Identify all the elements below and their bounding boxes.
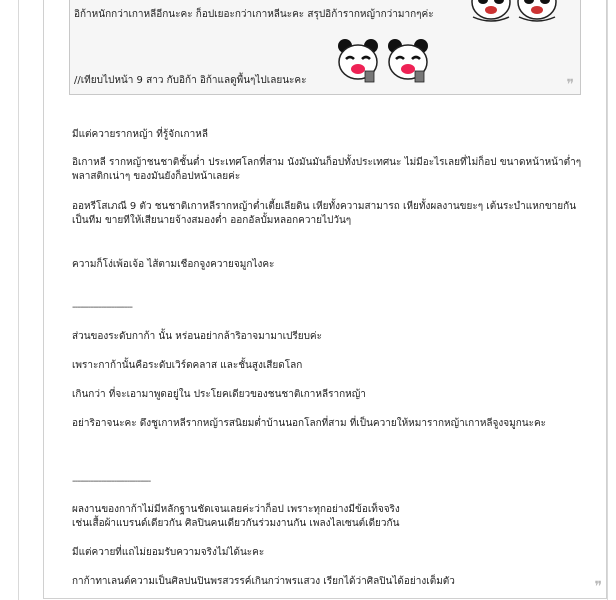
post-paragraph: ผลงานของกาก้าไม่มีหลักฐานชัดเจนเลยค่ะว่าก็อป เพราะทุกอย่างมีข้อเท็จจริง: [72, 504, 400, 515]
post-paragraph: ความก็โง่เพ้อเจ้อ ไส้ตามเชือกจูงควายจมูกไงคะ: [72, 259, 275, 270]
post-paragraph: มีแต่ควายรากหญ้า ที่รู้จักเกาหลี: [72, 129, 208, 140]
panda-emoticon-icon: [468, 0, 514, 23]
post-paragraph: อิเกาหลี รากหญ้าชนชาติชั้นต่ำ ประเทศโลกที่สาม นังมันมันก็อปทั้งประเทศนะ ไม่มีอะไรเลยที่ไม่ก็อป ขนาดหน้าหน้าต่ำๆ: [72, 157, 582, 168]
post-paragraph: มีแต่ควายที่แถไม่ยอมรับความจริงไม่ได้นะคะ: [72, 547, 265, 558]
text-divider: ------------------------------: [72, 476, 151, 487]
post-paragraph: เป็นทีม ขายทีให้เสียนายจ้างสมองต่ำ ออกอัลบั้มหลอกควายไปวันๆ: [72, 215, 352, 226]
post-paragraph: ออหรีโสเภณี 9 ตัว ชนชาติเกาหลีรากหญ้าต่ำเตี้ยเลียดิน เหียทั้งความสามารถ เหียทั้งผลงานขยะๆ เต้นระบำแหกขายกัน: [72, 201, 577, 212]
post-paragraph: เพราะกาก้านั้นคือระดับเวิร์ดคลาส และชั้นสูงเสียดโลก: [72, 360, 303, 371]
post-paragraph: เช่นเสื้อผ้าแบรนด์เดียวกัน ศิลปินคนเดียวกันร่วมงานกัน เพลงไลเซนต์เดียวกัน: [72, 518, 400, 529]
forum-post: [43, 0, 607, 599]
post-paragraph: ส่วนของระดับกาก้า นั้น หร่อนอย่ากล้าริอาจมามาเปรียบค่ะ: [72, 331, 322, 342]
panda-emoticon-icon: [514, 0, 560, 23]
panda-emoticon-icon: [335, 37, 381, 83]
post-paragraph: พลาสติกเน่าๆ ของมันยังก็อปหน้าเลยค่ะ: [72, 171, 241, 182]
quote-end-icon: ❞: [566, 77, 574, 93]
post-paragraph: เกินกว่า ที่จะเอามาพูดอยู่ใน ประโยคเดียวของชนชาติเกาหลีรากหญ้า: [72, 389, 366, 400]
quote-line: //เทียบไปหน้า 9 สาว กับอิก้า อิก้าแลดูพื้นๆไปเลยนะคะ: [74, 75, 307, 86]
quote-end-icon: ❞: [594, 579, 602, 595]
quote-line: อิก้าหนักกว่าเกาหลีอีกนะคะ ก็อปเยอะกว่าเกาหลีนะคะ สรุปอิก้ารากหญ้ากว่ามากๆค่ะ: [74, 9, 434, 20]
quote-box: [69, 0, 581, 95]
post-paragraph: กาก้าทาเลนต์ความเป็นศิลปนปินพรสวรรค์เกินกว่าพรแสวง เรียกได้ว่าศิลปินได้อย่างเต็มตัว: [72, 576, 455, 587]
text-divider: -----------------------: [72, 302, 132, 313]
forum-page: [18, 0, 608, 600]
panda-emoticon-icon: [385, 37, 431, 83]
post-paragraph: อย่าริอาจนะคะ ดึงชูเกาหลีรากหญ้ารสนิยมต่ำบ้านนอกโลกที่สาม ที่เป็นควายให้หมารากหญ้าเกาหลีจูงจมูกนะคะ: [72, 418, 547, 429]
